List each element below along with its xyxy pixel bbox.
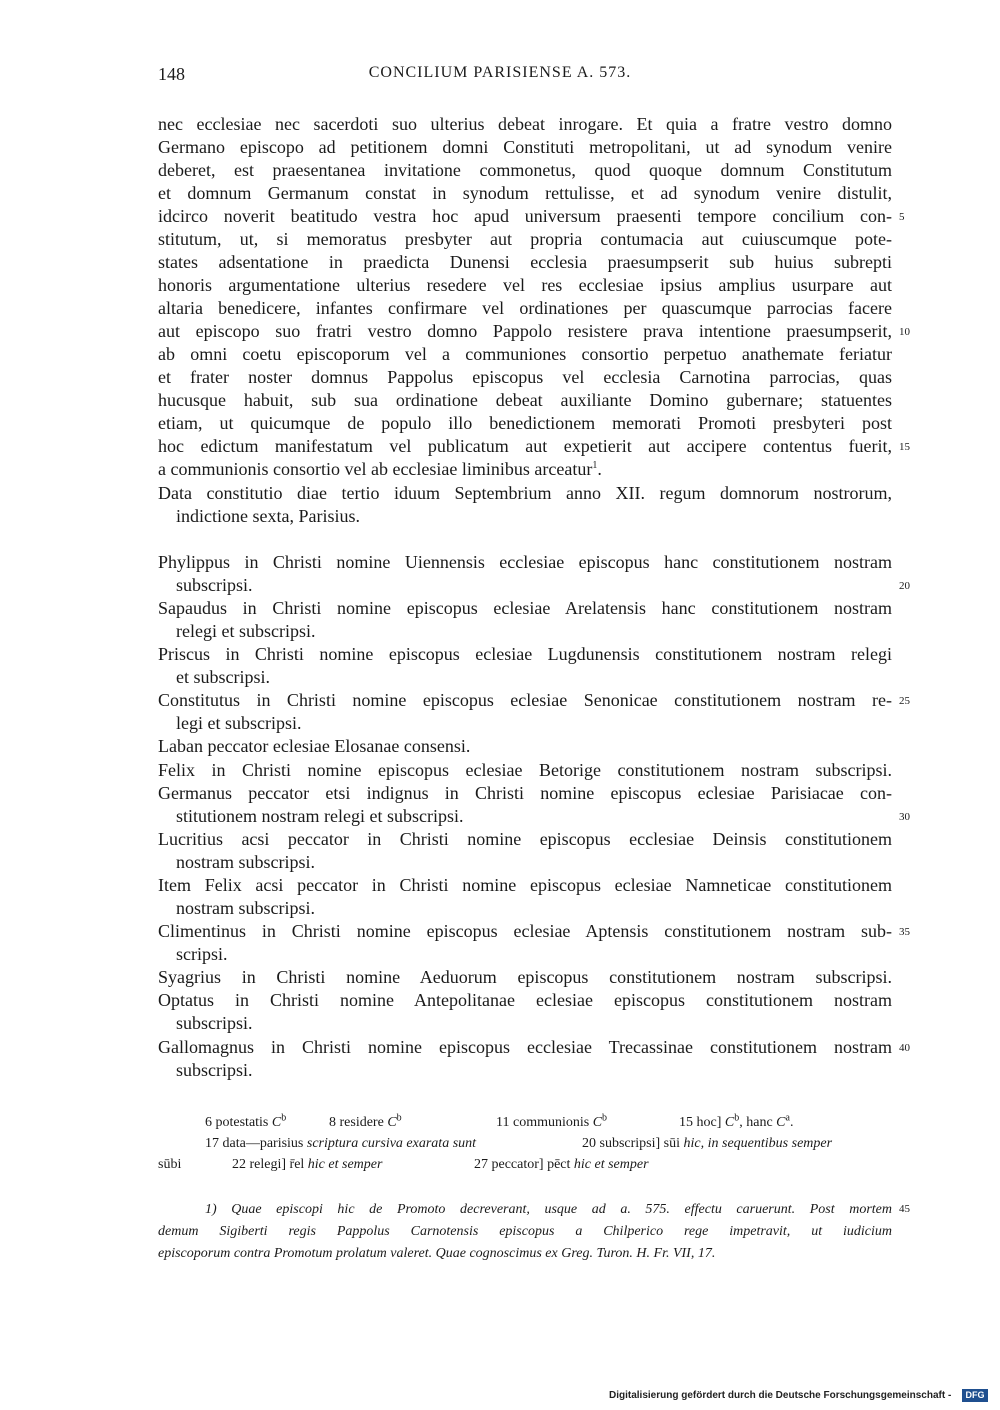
subscription-line: Item Felix acsi peccator in Christi nomine episcopus eclesiae Namneticae constitutionem: [158, 875, 892, 895]
subscription-line: Gallomagnus in Christi nomine episcopus ecclesiae Trecassinae constitutionem nostram: [158, 1037, 892, 1057]
running-title: CONCILIUM PARISIENSE A. 573.: [368, 64, 632, 81]
footnote-line: episcoporum contra Promotum prolatum valeret. Quae cognoscimus ex Greg. Turon. H. Fr. VII, 17.: [158, 1246, 716, 1261]
text-line: hucusque habuit, sub sua ordinatione debeat auxiliante Domino gubernare; statuentes: [158, 390, 892, 410]
apparatus-entry: [232, 1154, 382, 1175]
siglum-sup: a: [785, 1112, 790, 1124]
subscription-line: relegi et subscripsi.: [176, 621, 316, 641]
subscription-line: Phylippus in Christi nomine Uiennensis ecclesiae episcopus hanc constitutionem nostram: [158, 552, 892, 572]
line-number: 35: [899, 926, 910, 938]
text-line: Data constitutio diae tertio iduum Septembrium anno XII. regum domnorum nostrorum,: [158, 483, 892, 503]
siglum-sup: b: [281, 1112, 287, 1124]
siglum-sup: b: [396, 1112, 402, 1124]
apparatus-reading: , hanc: [739, 1115, 773, 1130]
text-line: altaria benedicere, infantes confirmare vel ordinationes per quascumque parrocias facere: [158, 298, 892, 318]
text-line: et frater noster domnus Pappolus episcopus vel ecclesia Carnotina parrocias, quas: [158, 367, 892, 387]
footnote-line: demum Sigiberti regis Pappolus Carnotensis episcopus a Chilperico rege impetravit, ut iudicium: [158, 1224, 892, 1239]
text-line: hoc edictum manifestatum vel publicatum aut expetierit aut accipere contentus fuerit,: [158, 436, 892, 456]
text-line-content: a communionis consortio vel ab ecclesiae liminibus arceatur: [158, 459, 593, 479]
dfg-logo: DFG: [962, 1389, 988, 1402]
apparatus-lemma: 11 communionis: [496, 1115, 590, 1130]
apparatus-lemma: 20 subscripsi]: [582, 1136, 661, 1151]
subscription-line: Germanus peccator etsi indignus in Christi nomine episcopus eclesiae Parisiacae con-: [158, 783, 892, 803]
subscription-line: subscripsi.: [176, 575, 253, 595]
apparatus-lemma: 15 hoc]: [679, 1115, 722, 1130]
apparatus-entry: [329, 1112, 402, 1133]
subscription-line: Syagrius in Christi nomine Aeduorum episcopus constitutionem nostram subscripsi.: [158, 967, 892, 987]
subscription-line: subscripsi.: [176, 1013, 253, 1033]
subscription-line: Optatus in Christi nomine Antepolitanae eclesiae episcopus constitutionem nostram: [158, 990, 892, 1010]
line-number: 15: [899, 441, 910, 453]
text-line: etiam, ut quicumque de populo illo benedictionem memorati Promoti presbyteri post: [158, 413, 892, 433]
apparatus-lemma: 22 relegi]: [232, 1157, 287, 1172]
subscription-line: nostram subscripsi.: [176, 898, 315, 918]
siglum-sup: b: [602, 1112, 608, 1124]
subscription-line: Felix in Christi nomine episcopus eclesiae Betorige constitutionem nostram subscripsi.: [158, 760, 892, 780]
siglum: C: [776, 1115, 786, 1130]
text-line: indictione sexta, Parisius.: [176, 506, 360, 526]
subscription-line: Constitutus in Christi nomine episcopus eclesiae Senonicae constitutionem nostram re-: [158, 690, 892, 710]
subscription-line: Priscus in Christi nomine episcopus eclesiae Lugdunensis constitutionem nostram relegi: [158, 644, 892, 664]
digitization-credit: Digitalisierung gefördert durch die Deutsche Forschungsgemeinschaft -: [609, 1390, 952, 1401]
footnote-marker: 1: [592, 460, 598, 471]
subscription-line: stitutionem nostram relegi et subscripsi.: [176, 806, 464, 826]
apparatus-lemma: 27 peccator]: [474, 1157, 544, 1172]
apparatus-lemma: 8 residere: [329, 1115, 384, 1130]
subscription-line: Climentinus in Christi nomine episcopus eclesiae Aptensis constitutionem nostram sub-: [158, 921, 892, 941]
apparatus-entry: [205, 1133, 476, 1154]
subscription-line: et subscripsi.: [176, 667, 270, 687]
footnote-line: 1) Quae episcopi hic de Promoto decreverant, usque ad a. 575. effectu caruerunt. Post mortem: [205, 1202, 892, 1217]
apparatus-entry: [205, 1112, 286, 1133]
text-line: Germano episcopo ad petitionem domni Constituti metropolitani, ut ad synodum venire: [158, 137, 892, 157]
apparatus-note: hic et semper: [573, 1157, 649, 1172]
text-line: a communionis consortio vel ab ecclesiae liminibus arceatur$^1$.: [158, 459, 602, 479]
text-line: stitutum, ut, si memoratus presbyter aut propria contumacia aut cuiuscumque pote-: [158, 229, 892, 249]
line-number: 10: [899, 326, 910, 338]
punctuation: .: [789, 1115, 794, 1130]
apparatus-note: hic et semper: [307, 1157, 383, 1172]
apparatus-entry: [679, 1112, 793, 1133]
apparatus-note: scriptura cursiva exarata sunt: [306, 1136, 477, 1151]
siglum: C: [271, 1115, 282, 1130]
line-number: 20: [899, 580, 910, 592]
page-number: 148: [158, 64, 185, 84]
line-number: 45: [899, 1203, 910, 1215]
subscription-line: Laban peccator eclesiae Elosanae consensi.: [158, 736, 471, 756]
line-number: 25: [899, 695, 910, 707]
subscription-line: nostram subscripsi.: [176, 852, 315, 872]
text-line: deberet, est praesentanea invitatione commonetus, quod quoque domnum Constitutum: [158, 160, 892, 180]
apparatus-entry: sūbi: [158, 1157, 182, 1172]
apparatus-entry: [474, 1154, 649, 1175]
text-line: ab omni coetu episcoporum vel a communiones consortio perpetuo anathemate feriatur: [158, 344, 892, 364]
apparatus-note: in sequentibus semper: [707, 1136, 833, 1151]
apparatus-lemma: 17 data—parisius: [205, 1136, 304, 1151]
text-line: et domnum Germanum constat in synodum rettulisse, et ad synodum venire distulit,: [158, 183, 892, 203]
siglum: C: [724, 1115, 735, 1130]
subscription-line: legi et subscripsi.: [176, 713, 302, 733]
text-line: nec ecclesiae nec sacerdoti suo ulterius debeat inrogare. Et quia a fratre vestro domno: [158, 114, 892, 134]
subscription-line: subscripsi.: [176, 1060, 253, 1080]
apparatus-reading: sūi: [663, 1136, 681, 1151]
apparatus-entry: [582, 1133, 832, 1154]
subscription-line: scripsi.: [176, 944, 228, 964]
text-line: honoris argumentatione ulterius resedere vel res ecclesiae ipsius amplius usurpare aut: [158, 275, 892, 295]
apparatus-reading: pēct: [547, 1157, 571, 1172]
siglum: C: [387, 1115, 397, 1130]
apparatus-reading: r̄el: [289, 1157, 305, 1172]
line-number: 30: [899, 811, 910, 823]
apparatus-note: hic,: [683, 1136, 705, 1151]
siglum-sup: b: [734, 1112, 740, 1124]
line-number: 40: [899, 1042, 910, 1054]
apparatus-lemma: 6 potestatis: [205, 1115, 269, 1130]
subscription-line: Sapaudus in Christi nomine episcopus eclesiae Arelatensis hanc constitutionem nostram: [158, 598, 892, 618]
running-head: [0, 64, 1000, 88]
siglum: C: [592, 1115, 603, 1130]
subscription-line: Lucritius acsi peccator in Christi nomine episcopus ecclesiae Deinsis constitutionem: [158, 829, 892, 849]
text-line: states adsentatione in praedicta Dunensi ecclesia praesumpserit sub huius subrepti: [158, 252, 892, 272]
line-number: 5: [899, 211, 905, 223]
text-line: idcirco noverit beatitudo vestra hoc apud universum praesenti tempore concilium con-: [158, 206, 892, 226]
text-line: aut episcopo suo fratri vestro domno Pappolo resistere prava intentione praesumpserit,: [158, 321, 892, 341]
apparatus-entry: [496, 1112, 607, 1133]
